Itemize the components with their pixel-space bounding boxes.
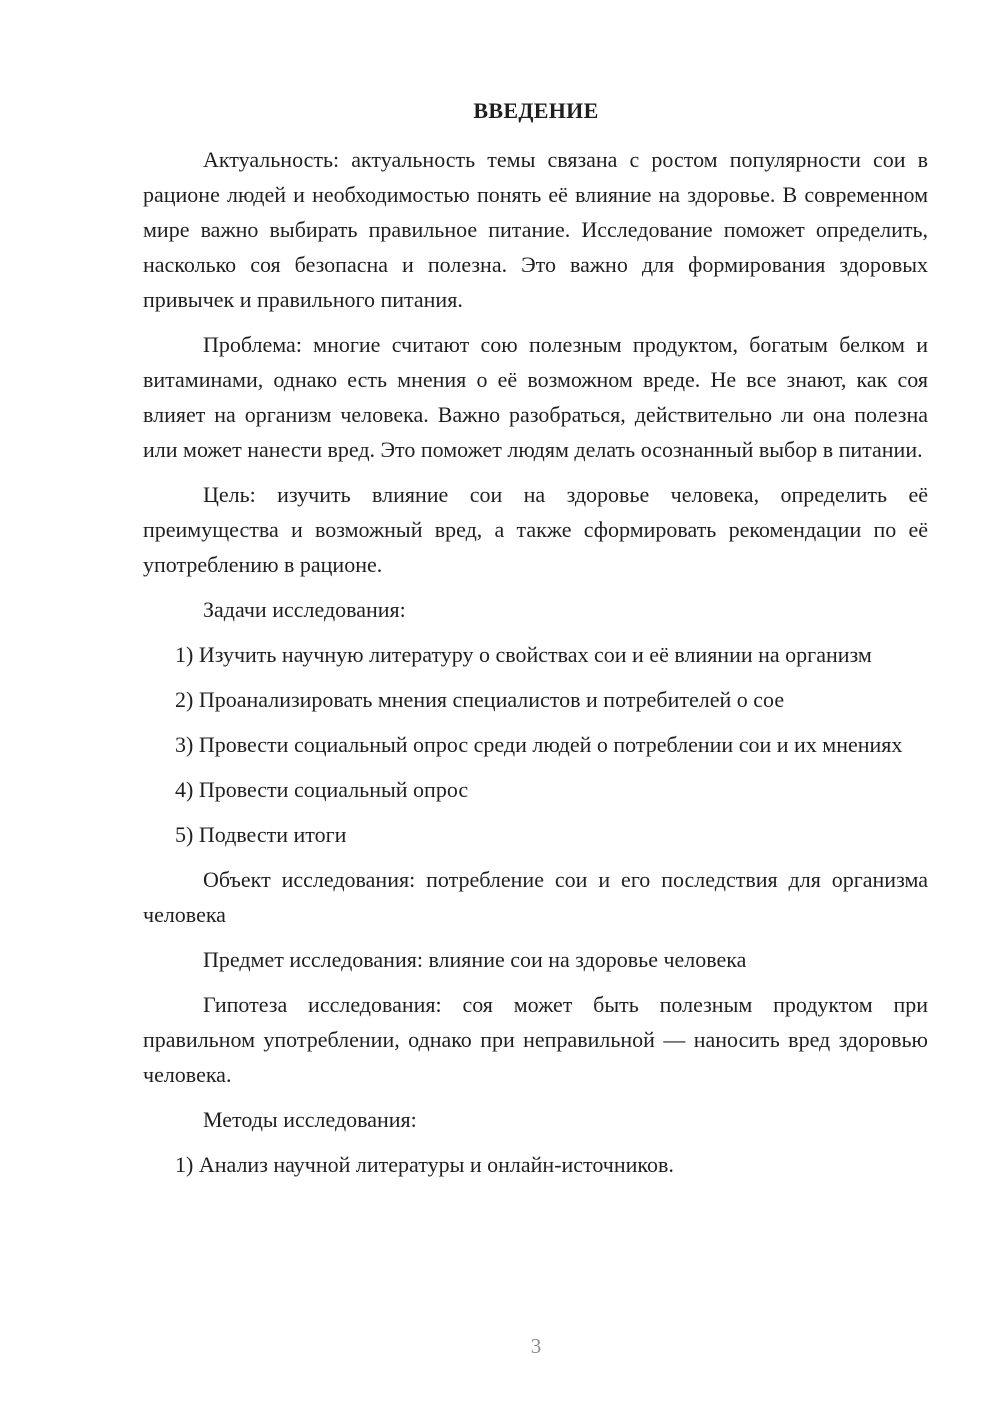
- page-number: 3: [530, 1334, 542, 1358]
- task-item: 3) Провести социальный опрос среди людей о потреблении сои и их мнениях: [175, 732, 903, 757]
- task-item: 2) Проанализировать мнения специалистов и потребителей о сое: [175, 687, 785, 712]
- subject-paragraph: Предмет исследования: влияние сои на здоровье человека: [203, 947, 747, 972]
- task-item: 5) Подвести итоги: [175, 822, 347, 847]
- method-item: 1) Анализ научной литературы и онлайн-источников.: [175, 1152, 674, 1177]
- relevance-paragraph: Актуальность: актуальность темы связана с ростом популярности сои в рационе людей и необходимостью понять её влияние на здоровье. В современном мире важно выбирать правильное питание. Исследование поможет определить, насколько соя безопасна и полезна. Это важно для формирования здоровых привычек и правильного питания.: [143, 147, 928, 312]
- object-paragraph: Объект исследования: потребление сои и его последствия для организма человека: [143, 867, 928, 927]
- methods-heading: Методы исследования:: [203, 1107, 417, 1132]
- tasks-heading: Задачи исследования:: [203, 597, 406, 622]
- goal-paragraph: Цель: изучить влияние сои на здоровье человека, определить её преимущества и возможный вред, а также сформировать рекомендации по её употреблению в рационе.: [143, 482, 928, 577]
- problem-paragraph: Проблема: многие считают сою полезным продуктом, богатым белком и витаминами, однако есть мнения о её возможном вреде. Не все знают, как соя влияет на организм человека. Важно разобраться, действительно ли она полезна или может нанести вред. Это поможет людям делать осознанный выбор в питании.: [143, 332, 928, 462]
- hypothesis-paragraph: Гипотеза исследования: соя может быть полезным продуктом при правильном употреблении, однако при неправильной — наносить вред здоровью человека.: [143, 992, 928, 1087]
- task-item: 1) Изучить научную литературу о свойствах сои и её влиянии на организм: [175, 642, 872, 667]
- task-item: 4) Провести социальный опрос: [175, 777, 469, 802]
- document-body: [143, 142, 928, 1192]
- section-heading: ВВЕДЕНИЕ: [473, 98, 599, 123]
